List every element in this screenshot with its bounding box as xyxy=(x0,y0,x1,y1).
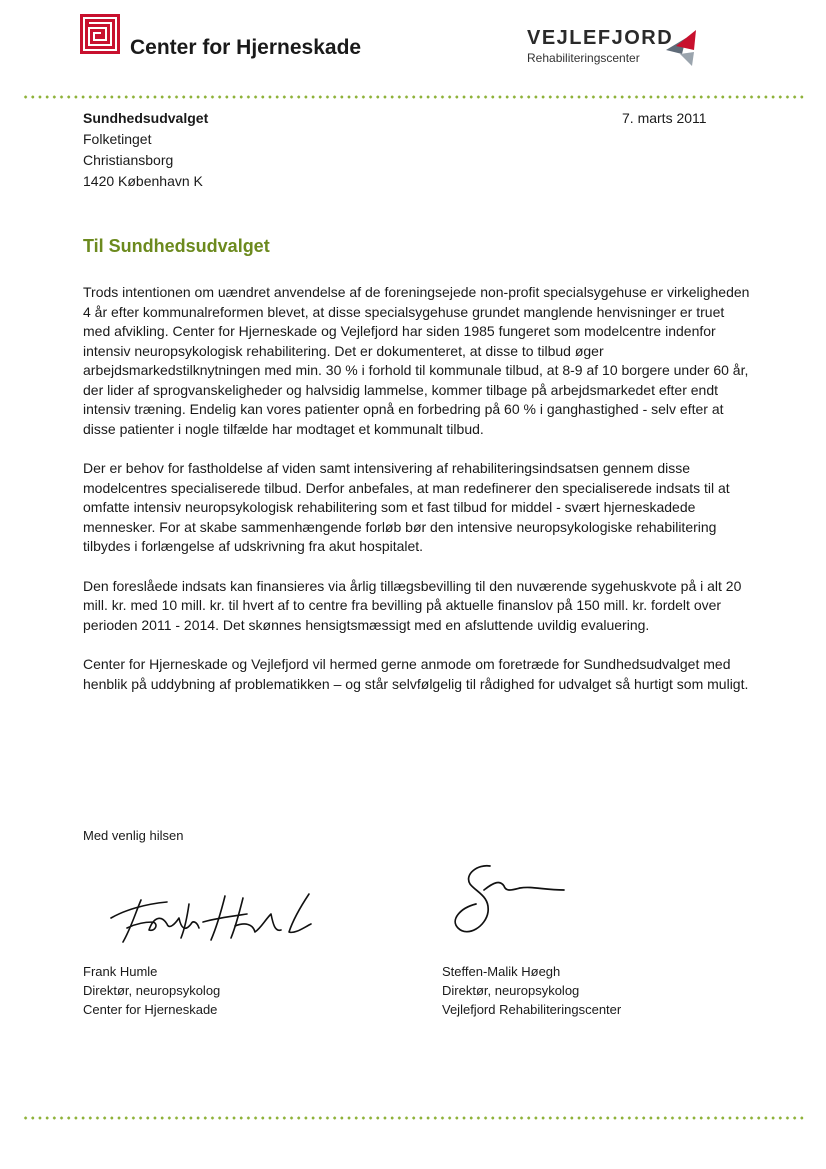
vejlefjord-logo xyxy=(662,24,698,68)
recipient-line: Christiansborg xyxy=(83,152,174,168)
letter-date: 7. marts 2011 xyxy=(622,110,707,126)
top-dotted-divider xyxy=(22,95,806,99)
signer-title: Direktør, neuropsykolog xyxy=(442,983,580,998)
letter-body xyxy=(83,283,753,714)
signer-name: Steffen-Malik Høegh xyxy=(442,964,561,979)
signature-steffen-malik-hoegh xyxy=(442,860,572,940)
body-paragraph: Der er behov for fastholdelse af viden samt intensivering af rehabiliteringsindsatsen gennem disse modelcentres specialiserede tilbud. Derfor anbefales, at man redefinerer den specialiserede indsats til at omfatte intensiv neuropsykologisk rehabilitering som et fast tilbud for middel - svært hjerneskadede mennesker. For at skabe sammenhængende forløb bør den intensive neuropsykologiske rehabilitering tilbydes i forlængelse af udskrivning fra akut hospitalet. xyxy=(83,460,730,554)
recipient-line: Folketinget xyxy=(83,131,152,147)
recipient-line: 1420 København K xyxy=(83,173,203,189)
body-paragraph: Den foreslåede indsats kan finansieres via årlig tillægsbevilling til den nuværende sygehuskvote på i alt 20 mill. kr. med 10 mill. kr. til hvert af to centre fra bevilling på aktuelle finanslov på 150 mill. kr. fordelt over perioden 2011 - 2014. Det skønnes hensigtsmæssigt med en afsluttende uvildig evaluering. xyxy=(83,577,742,633)
signer-org: Vejlefjord Rehabiliteringscenter xyxy=(442,1002,622,1017)
center-for-hjerneskade-logo xyxy=(80,14,120,54)
signer-block-right xyxy=(442,962,621,1019)
body-paragraph: Center for Hjerneskade og Vejlefjord vil hermed gerne anmode om foretræde for Sundhedsudvalget med henblik på uddybning af problematikken – og står selvfølgelig til rådighed for udvalget så hurtigt som muligt. xyxy=(83,656,749,692)
recipient-name: Sundhedsudvalget xyxy=(83,110,209,126)
bottom-dotted-divider xyxy=(22,1116,806,1120)
body-paragraph: Trods intentionen om uændret anvendelse af de foreningsejede non-profit specialsygehuse er virkeligheden 4 år efter kommunalreformen blevet, at disse specialsygehuse grundet manglende henvisninger er truet med afvikling. Center for Hjerneskade og Vejlefjord har siden 1985 fungeret som modelcentre indenfor intensiv neuropsykologisk rehabilitering. Det er dokumenteret, at disse to tilbud øger arbejdsmarkedstilknytningen med min. 30 % i forhold til kommunale tilbud, at 8-9 af 10 borgere under 60 år, der lider af sprogvanskeligheder og halvsidig lammelse, kommer tilbage på arbejdsmarkedet efter endt intensiv træning. Endelig kan vores patienter opnå en forbedring på 60 % i ganghastighed - selv efter at disse patienter i nogle tilfælde har modtaget et kommunalt tilbud. xyxy=(83,284,750,437)
letter-title: Til Sundhedsudvalget xyxy=(83,236,270,256)
right-org-subtitle: Rehabiliteringscenter xyxy=(527,51,640,65)
signer-title: Direktør, neuropsykolog xyxy=(83,983,221,998)
signer-name: Frank Humle xyxy=(83,964,158,979)
signature-frank-humle xyxy=(105,888,335,950)
left-org-name: Center for Hjerneskade xyxy=(130,36,362,59)
recipient-address xyxy=(83,108,208,192)
closing-salutation: Med venlig hilsen xyxy=(83,828,184,843)
signer-org: Center for Hjerneskade xyxy=(83,1002,218,1017)
signer-block-left xyxy=(83,962,220,1019)
right-org-name: VEJLEFJORD xyxy=(527,27,674,49)
